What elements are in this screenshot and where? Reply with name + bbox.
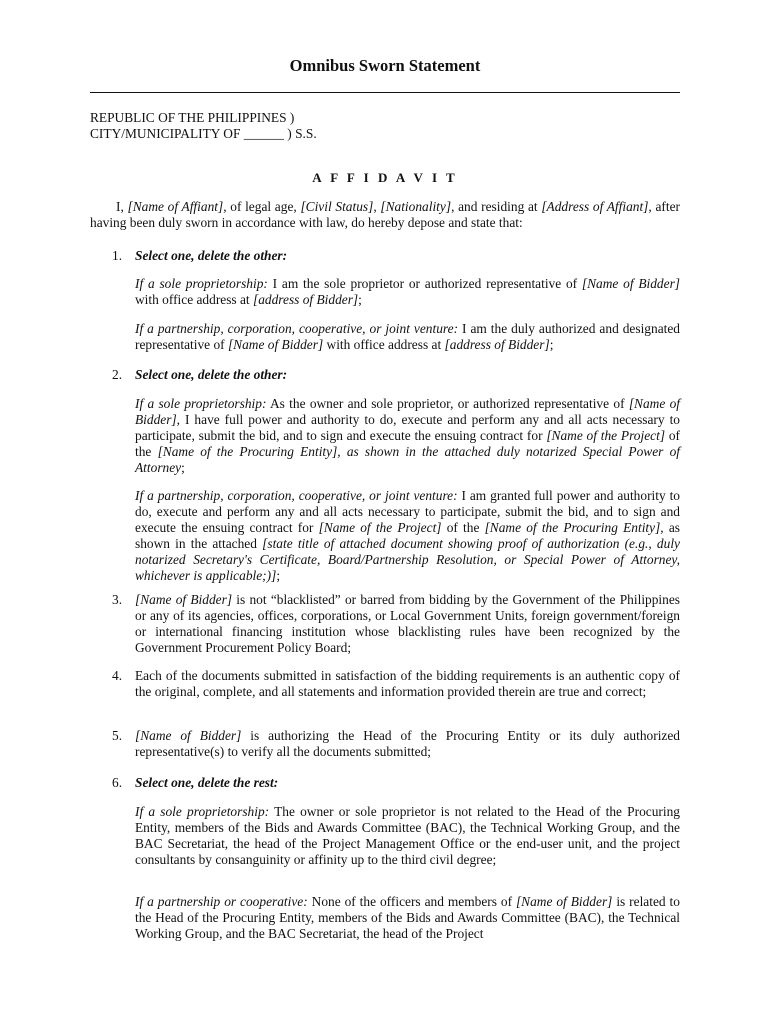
item-2	[112, 367, 680, 383]
item-4-text: Each of the documents submitted in satisfaction of the bidding requirements is an authentic copy of the original, complete, and all statements and information provided therein are true and correct;	[135, 668, 680, 700]
item-2-partnership: If a partnership, corporation, cooperative, or joint venture: I am granted full power and authority to do, execute and perform any and all acts necessary to participate, submit the bid, and to sign and execute the ensuing contract for [Name of the Project] of the [Name of the Procuring Entity], as shown in the attached [state title of attached document showing proof of authorization (e.g., duly notarized Secretary's Certificate, Board/Partnership Resolution, or Special Power of Attorney, whichever is applicable;)];	[135, 488, 680, 584]
item-number: 2.	[112, 367, 123, 382]
item-1	[112, 248, 680, 264]
item-5	[112, 728, 680, 760]
item-6-sole-proprietorship: If a sole proprietorship: The owner or sole proprietor is not related to the Head of the Procuring Entity, members of the Bids and Awards Committee (BAC), the Technical Working Group, and the BAC Secretariat, the head of the Project Management Office or the end-user unit, and the project consultants by consanguinity or affinity up to the third civil degree;	[135, 804, 680, 868]
item-number: 1.	[112, 248, 123, 263]
item-6-heading: Select one, delete the rest:	[135, 775, 279, 790]
document-title: Omnibus Sworn Statement	[289, 56, 481, 75]
item-5-text: [Name of Bidder] is authorizing the Head of the Procuring Entity or its duly authorized representative(s) to verify all the documents submitted;	[135, 728, 681, 760]
venue-block	[90, 110, 317, 142]
item-number: 5.	[112, 728, 123, 743]
item-number: 6.	[112, 775, 123, 790]
item-1-partnership: If a partnership, corporation, cooperative, or joint venture: I am the duly authorized and designated representative of [Name of Bidder] with office address at [address of Bidder];	[135, 321, 681, 353]
item-3	[112, 592, 680, 656]
item-6-partnership: If a partnership or cooperative: None of the officers and members of [Name of Bidder] is related to the Head of the Procuring Entity, members of the Bids and Awards Committee (BAC), the Technical Working Group, and the BAC Secretariat, the head of the Project	[135, 894, 680, 942]
item-number: 4.	[112, 668, 123, 683]
item-6	[112, 775, 680, 791]
item-2-heading: Select one, delete the other:	[135, 367, 288, 382]
item-number: 3.	[112, 592, 123, 607]
venue-line-2: CITY/MUNICIPALITY OF ______ ) S.S.	[90, 126, 317, 142]
intro-paragraph: I, [Name of Affiant], of legal age, [Civil Status], [Nationality], and residing at [Address of Affiant], after having been duly sworn in accordance with law, do hereby depose and state that:	[90, 199, 680, 231]
item-1-sole-proprietorship: If a sole proprietorship: I am the sole proprietor or authorized representative of [Name of Bidder] with office address at [address of Bidder];	[135, 276, 680, 308]
item-4	[112, 668, 680, 700]
affidavit-heading: A F F I D A V I T	[312, 170, 458, 185]
venue-line-1: REPUBLIC OF THE PHILIPPINES )	[90, 110, 295, 125]
item-1-heading: Select one, delete the other:	[135, 248, 288, 263]
item-3-text: [Name of Bidder] is not “blacklisted” or barred from bidding by the Government of the Philippines or any of its agencies, offices, corporations, or Local Government Units, foreign government/foreign or international financing institution whose blacklisting rules have been recognized by the Government Procurement Policy Board;	[135, 592, 681, 656]
item-2-sole-proprietorship: If a sole proprietorship: As the owner and sole proprietor, or authorized representative of [Name of Bidder], I have full power and authority to do, execute and perform any and all acts necessary to participate, submit the bid, and to sign and execute the ensuing contract for [Name of the Project] of the [Name of the Procuring Entity], as shown in the attached duly notarized Special Power of Attorney;	[135, 396, 680, 476]
title-divider	[90, 92, 680, 93]
